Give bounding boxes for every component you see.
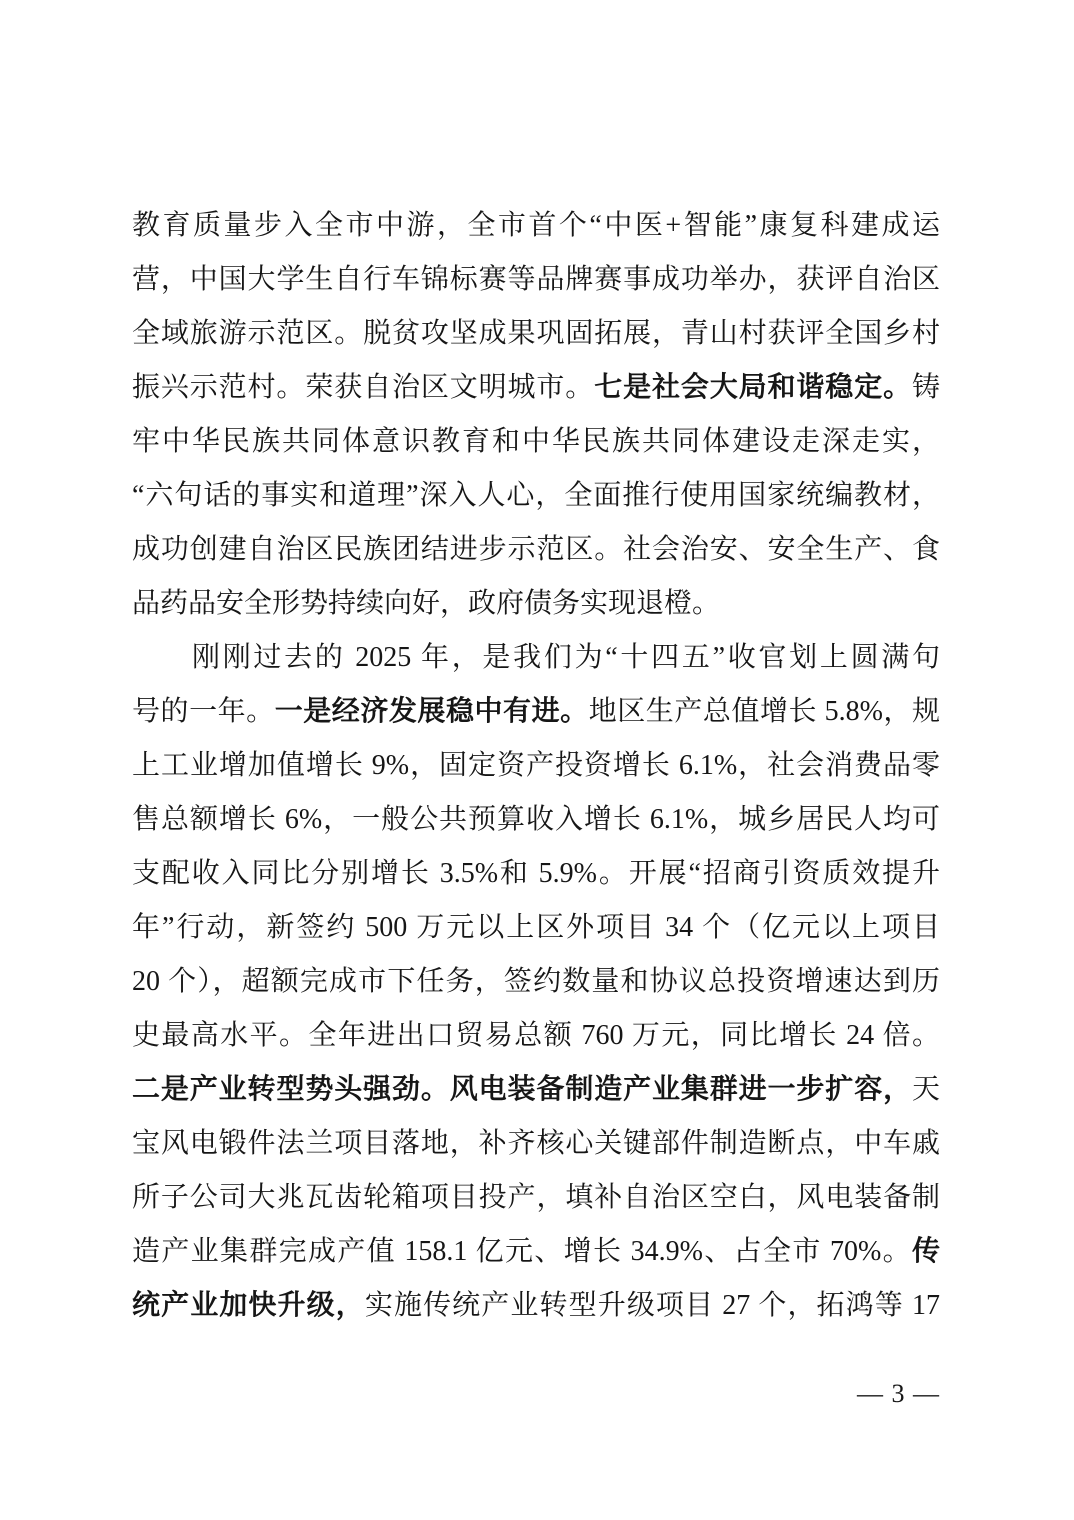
text-line — [132, 253, 940, 307]
text-run: 振兴示范村。荣获自治区文明城市。 — [132, 372, 595, 403]
text-run: 造产业集群完成产值 158.1 亿元、增长 34.9%、占全市 70%。 — [132, 1236, 912, 1267]
text-run: 实施传统产业转型升级项目 27 个，拓鸿等 17 — [364, 1290, 940, 1321]
text-run: 教育质量步入全市中游，全市首个“中医+智能”康复科建成运 — [132, 210, 940, 241]
text-run: 支配收入同比分别增长 3.5%和 5.9%。开展“招商引资质效提升 — [132, 858, 940, 889]
text-line — [132, 847, 940, 901]
text-line — [132, 793, 940, 847]
emphasis-text-run: 统产业加快升级， — [132, 1290, 365, 1321]
text-line — [132, 469, 940, 523]
emphasis-text-run: 七是社会大局和谐稳定。 — [594, 372, 912, 403]
text-line — [132, 361, 940, 415]
text-run: 全域旅游示范区。脱贫攻坚成果巩固拓展，青山村获评全国乡村 — [132, 318, 940, 349]
text-line — [132, 901, 940, 955]
text-run: 史最高水平。全年进出口贸易总额 760 万元，同比增长 24 倍。 — [132, 1020, 940, 1051]
emphasis-text-run: 二是产业转型势头强劲。风电装备制造产业集群进一步扩容， — [132, 1074, 912, 1105]
text-run: 上工业增加值增长 9%，固定资产投资增长 6.1%，社会消费品零 — [132, 750, 940, 781]
text-line — [132, 631, 940, 685]
text-run: 刚刚过去的 2025 年，是我们为“十四五”收官划上圆满句 — [192, 642, 940, 673]
text-run: 地区生产总值增长 5.8%，规 — [588, 696, 940, 727]
text-run: 20 个），超额完成市下任务，签约数量和协议总投资增速达到历 — [132, 966, 940, 997]
text-line — [132, 577, 940, 631]
text-line — [132, 523, 940, 577]
text-line — [132, 1225, 940, 1279]
text-run: 号的一年。 — [132, 696, 275, 727]
body-text — [132, 199, 940, 1333]
text-run: 售总额增长 6%，一般公共预算收入增长 6.1%，城乡居民人均可 — [132, 804, 940, 835]
page-number: — 3 — — [857, 1379, 940, 1408]
text-line — [132, 199, 940, 253]
emphasis-text-run: 一是经济发展稳中有进。 — [274, 696, 589, 727]
emphasis-text-run: 传 — [911, 1236, 940, 1267]
text-run: 营，中国大学生自行车锦标赛等品牌赛事成功举办，获评自治区 — [132, 264, 940, 295]
text-line — [132, 739, 940, 793]
text-run: 天 — [911, 1074, 940, 1105]
text-line — [132, 1117, 940, 1171]
text-run: 牢中华民族共同体意识教育和中华民族共同体建设走深走实， — [132, 426, 940, 457]
text-run: 宝风电锻件法兰项目落地，补齐核心关键部件制造断点，中车戚 — [132, 1128, 940, 1159]
text-line — [132, 1171, 940, 1225]
text-line — [132, 307, 940, 361]
text-line — [132, 1063, 940, 1117]
text-line — [132, 955, 940, 1009]
text-line — [132, 415, 940, 469]
text-run: 所子公司大兆瓦齿轮箱项目投产，填补自治区空白，风电装备制 — [132, 1182, 940, 1213]
text-run: “六句话的事实和道理”深入人心，全面推行使用国家统编教材， — [132, 480, 940, 511]
text-line — [132, 685, 940, 739]
text-run: 年”行动，新签约 500 万元以上区外项目 34 个（亿元以上项目 — [132, 912, 940, 943]
text-line — [132, 1279, 940, 1333]
text-run: 成功创建自治区民族团结进步示范区。社会治安、安全生产、食 — [132, 534, 940, 565]
text-run: 铸 — [911, 372, 940, 403]
text-run: 品药品安全形势持续向好，政府债务实现退橙。 — [132, 588, 721, 619]
text-line — [132, 1009, 940, 1063]
